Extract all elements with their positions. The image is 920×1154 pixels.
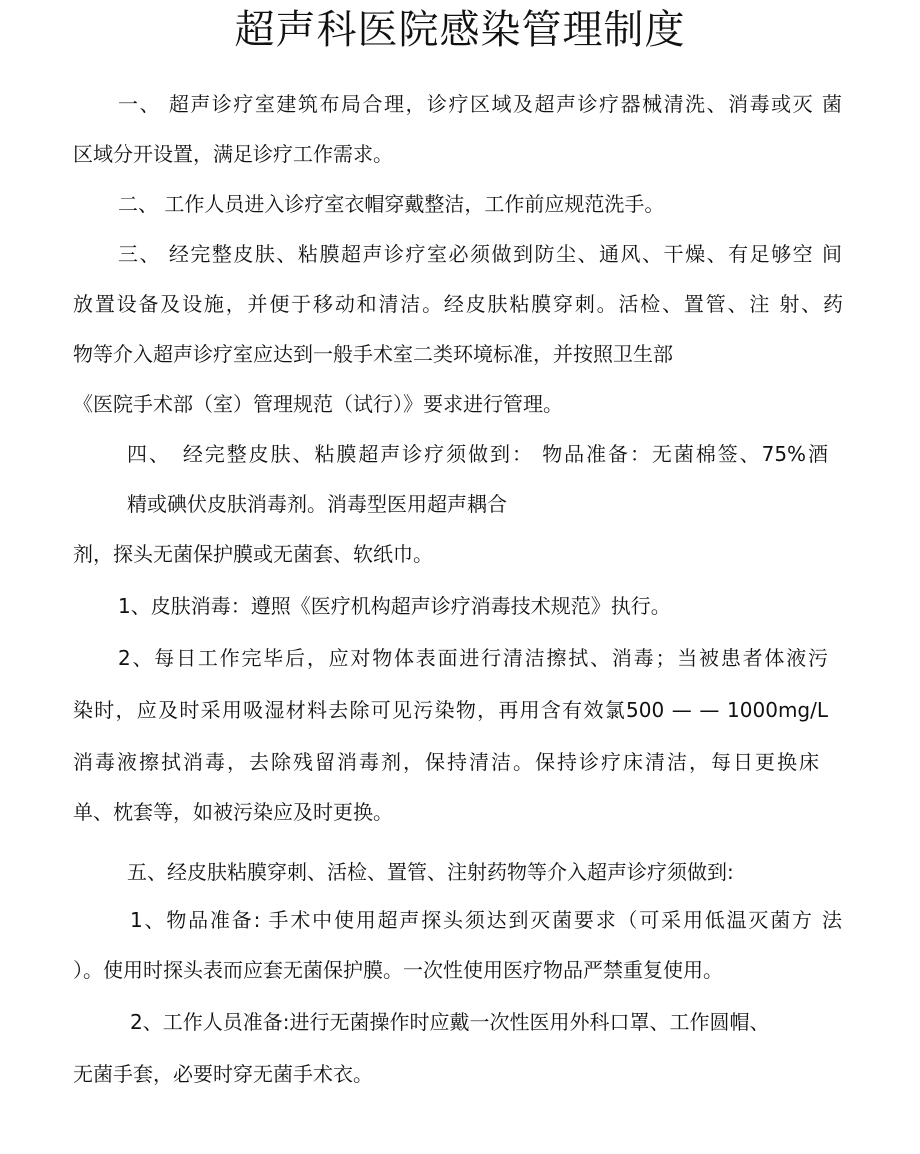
paragraph-line: 2、每日工作完毕后，应对物体表面进行清洁擦拭、消毒；当被患者体液污 bbox=[118, 646, 828, 670]
paragraph-line: 《医院手术部（室）管理规范（试行）》要求进行管理。 bbox=[73, 392, 563, 416]
document-title: 超声科医院感染管理制度 bbox=[234, 7, 686, 53]
paragraph-line: 二、 工作人员进入诊疗室衣帽穿戴整洁，工作前应规范洗手。 bbox=[118, 192, 665, 216]
paragraph-line: 物等介入超声诊疗室应达到一般手术室二类环境标准，并按照卫生部 bbox=[73, 342, 673, 366]
paragraph-line: 剂，探头无菌保护膜或无菌套、软纸巾。 bbox=[73, 542, 433, 566]
paragraph-line: 单、枕套等，如被污染应及时更换。 bbox=[73, 800, 393, 824]
paragraph-line: 四、 经完整皮肤、粘膜超声诊疗须做到： 物品准备：无菌棉签、75%酒 bbox=[127, 442, 828, 466]
paragraph-line: 2、工作人员准备:进行无菌操作时应戴一次性医用外科口罩、工作圆帽、 bbox=[130, 1010, 770, 1034]
paragraph-line: 放置设备及设施，并便于移动和清洁。经皮肤粘膜穿刺。活检、置管、注 射、药 bbox=[73, 292, 843, 316]
paragraph-line: 染时，应及时采用吸湿材料去除可见污染物，再用含有效氯500 — — 1000mg/L bbox=[73, 698, 828, 722]
paragraph-line: 1、皮肤消毒：遵照《医疗机构超声诊疗消毒技术规范》执行。 bbox=[118, 594, 671, 618]
paragraph-line: 一、 超声诊疗室建筑布局合理，诊疗区域及超声诊疗器械清洗、消毒或灭 菌 bbox=[118, 92, 842, 116]
paragraph-line: 三、 经完整皮肤、粘膜超声诊疗室必须做到防尘、通风、干燥、有足够空 间 bbox=[118, 242, 842, 266]
paragraph-line: 五、经皮肤粘膜穿刺、活检、置管、注射药物等介入超声诊疗须做到: bbox=[127, 860, 734, 884]
paragraph-line: 1、物品准备: 手术中使用超声探头须达到灭菌要求（可采用低温灭菌方 法 bbox=[130, 908, 842, 932]
paragraph-line: 精或碘伏皮肤消毒剂。消毒型医用超声耦合 bbox=[127, 492, 507, 516]
paragraph-line: 区域分开设置，满足诊疗工作需求。 bbox=[73, 142, 393, 166]
paragraph-line: 消毒液擦拭消毒，去除残留消毒剂，保持清洁。保持诊疗床清洁，每日更换床 bbox=[73, 750, 819, 774]
paragraph-line: 无菌手套，必要时穿无菌手术衣。 bbox=[73, 1062, 373, 1086]
paragraph-line: ）。使用时探头表而应套无菌保护膜。一次性使用医疗物品严禁重复使用。 bbox=[73, 958, 723, 982]
